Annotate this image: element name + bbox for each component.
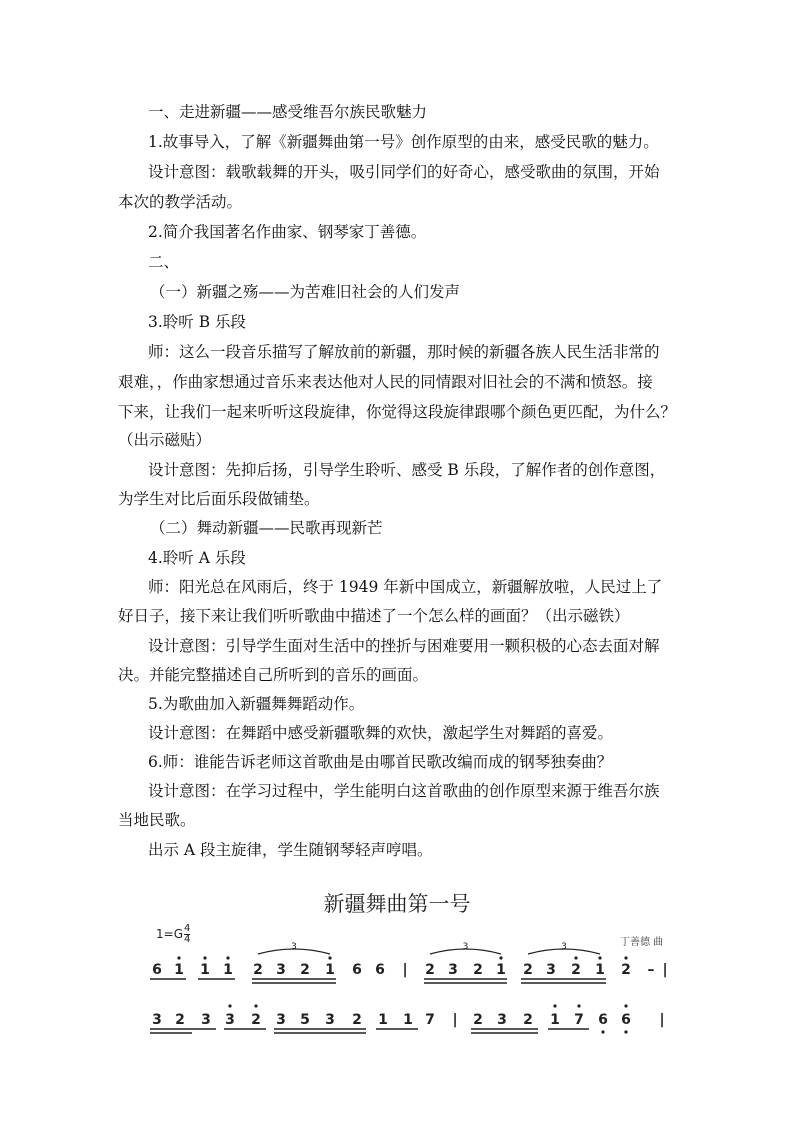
time-signature-top: 4 [184,923,191,934]
score-title: 新疆舞曲第一号 [323,892,471,916]
design-intent-6a: 设计意图：在学习过程中，学生能明白这首歌曲的创作原型来源于维吾尔族 [148,782,660,800]
note: 3 [152,1012,162,1028]
accent-dot [553,1004,556,1007]
note: 2 [300,962,310,978]
barline: | [452,1012,458,1028]
item-1: 1.故事导入，了解《新疆舞曲第一号》创作原型的由来，感受民歌的魅力。 [148,133,659,151]
note: 1 [550,1012,560,1028]
octave-dot [203,956,206,959]
note: 2 [473,1012,483,1028]
note: 3 [325,1012,335,1028]
item-3: 3.聆听 B 乐段 [148,313,247,331]
accent-dot [254,1004,257,1007]
low-octave-dot [601,1030,604,1033]
score-composer: 丁善德 曲 [620,937,664,948]
note: 3 [448,962,458,978]
note: 2 [621,962,631,978]
octave-dot [328,956,331,959]
octave-dot [574,956,577,959]
barline: | [659,1012,665,1028]
note: 1 [496,962,506,978]
note: 1 [403,1012,413,1028]
note: 7 [425,1012,435,1028]
note: 6 [598,1012,608,1028]
note: 3 [546,962,556,978]
octave-dot [177,956,180,959]
design-intent-5: 设计意图：在舞蹈中感受新疆歌舞的欢快，激起学生对舞蹈的喜爱。 [148,724,614,742]
octave-dot [226,956,229,959]
note: – [647,962,655,978]
design-intent-3a: 设计意图：先抑后扬，引导学生聆听、感受 B 乐段，了解作者的创作意图， [148,461,666,479]
octave-dot [624,956,627,959]
section-heading-1: 一、走进新疆——感受维吾尔族民歌魅力 [148,103,428,121]
section-heading-2: 二、 [148,253,180,271]
barline: | [662,962,668,978]
item-4: 4.聆听 A 乐段 [148,549,246,567]
teacher-line-2a: 师：阳光总在风雨后，终于 1949 年新中国成立，新疆解放啦，人民过上了 [148,578,663,596]
teacher-line-1d: （出示磁贴） [118,431,212,449]
triplet-mark: 3 [561,942,567,952]
low-octave-dot [624,1030,627,1033]
note: 6 [152,962,162,978]
note: 6 [352,962,362,978]
subsection-heading-1: （一）新疆之殇——为苦难旧社会的人们发声 [150,283,461,301]
score-key: 1=G [156,927,183,941]
note: 1 [174,962,184,978]
note: 3 [276,962,286,978]
triplet-mark: 3 [291,942,297,952]
item-6: 6.师：谁能告诉老师这首歌曲是由哪首民歌改编而成的钢琴独奏曲？ [148,753,613,771]
note: 3 [225,1012,235,1028]
note: 5 [300,1012,310,1028]
note: 2 [425,962,435,978]
design-intent-4b: 决。并能完整描述自己所听到的音乐的画面。 [118,666,429,684]
note: 2 [571,962,581,978]
note: 1 [378,1012,388,1028]
design-intent-4a: 设计意图：引导学生面对生活中的挫折与困难要用一颗积极的心态去面对解 [148,637,660,655]
note: 1 [595,962,605,978]
teacher-line-2b: 好日子，接下来让我们听听歌曲中描述了一个怎么样的画面？（出示磁铁） [118,607,630,625]
note: 6 [621,1012,631,1028]
note: 2 [473,962,483,978]
barline: | [402,962,408,978]
item-2: 2.简介我国著名作曲家、钢琴家丁善德。 [148,223,427,241]
design-intent-3b: 为学生对比后面乐段做铺垫。 [118,490,320,508]
teacher-line-1c: 下来，让我们一起来听听这段旋律，你觉得这段旋律跟哪个颜色更匹配，为什么？ [118,403,677,421]
note: 3 [497,1012,507,1028]
note: 3 [276,1012,286,1028]
note: 2 [253,962,263,978]
note: 3 [201,1012,211,1028]
teacher-line-1b: 艰难，，作曲家想通过音乐来表达他对人民的同情跟对旧社会的不满和愤怒。接 [118,373,653,391]
teacher-line-1a: 师：这么一段音乐描写了解放前的新疆，那时候的新疆各族人民生活非常的 [148,343,660,361]
note: 6 [375,962,385,978]
design-intent-1a: 设计意图：载歌载舞的开头，吸引同学们的好奇心，感受歌曲的氛围，开始 [148,163,660,181]
triplet-mark: 3 [462,942,469,952]
note: 2 [251,1012,261,1028]
note: 7 [574,1012,584,1028]
octave-dot [598,956,601,959]
design-intent-6b: 当地民歌。 [118,811,196,829]
note: 1 [223,962,233,978]
note: 2 [175,1012,185,1028]
accent-dot [577,1004,580,1007]
accent-dot [624,1004,627,1007]
item-5: 5.为歌曲加入新疆舞舞蹈动作。 [148,695,365,713]
closing-line: 出示 A 段主旋律，学生随钢琴轻声哼唱。 [148,841,433,859]
note: 2 [523,962,533,978]
note: 2 [352,1012,362,1028]
note: 2 [523,1012,533,1028]
subsection-heading-2: （二）舞动新疆——民歌再现新芒 [150,519,383,537]
design-intent-1b: 本次的教学活动。 [118,193,243,211]
note: 1 [200,962,210,978]
note: 1 [325,962,335,978]
time-signature-bottom: 4 [184,934,191,945]
accent-dot [228,1004,231,1007]
octave-dot [499,956,502,959]
